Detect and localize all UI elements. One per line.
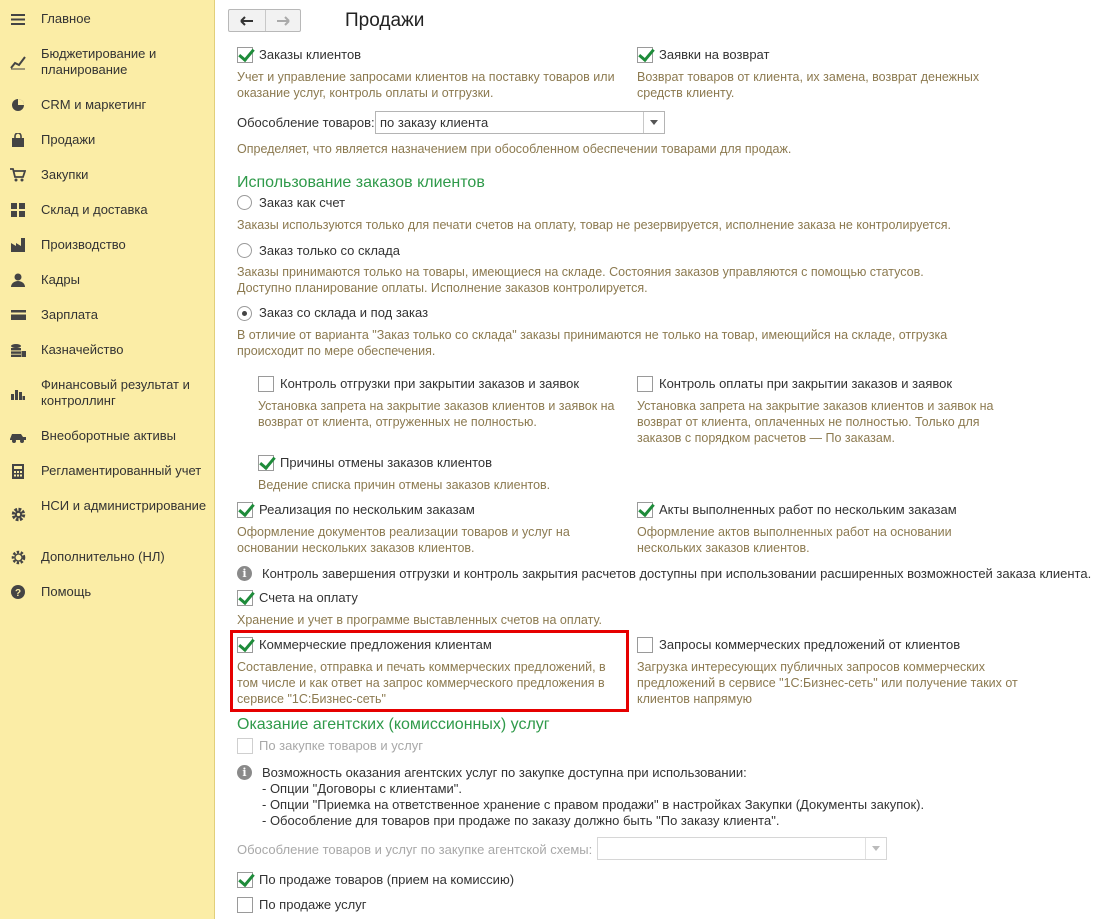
pay-control-checkbox[interactable] xyxy=(637,376,653,392)
sidebar-item-label: CRM и маркетинг xyxy=(41,97,147,112)
agency-separation-label: Обособление товаров и услуг по закупке агентской схемы: xyxy=(237,842,593,857)
sidebar-item-main[interactable] xyxy=(0,10,215,28)
radio-order-from-stock-label[interactable]: Заказ только со склада xyxy=(259,243,400,258)
sidebar-item-salary[interactable] xyxy=(0,306,215,324)
separation-select[interactable] xyxy=(375,111,665,134)
agency-info-line2: - Опции "Договоры с клиентами". xyxy=(262,781,462,796)
multi-sales-description: Оформление документов реализации товаров и услуг на основании нескольких заказов клиентов. xyxy=(237,525,570,555)
chevron-down-icon[interactable] xyxy=(865,838,886,859)
person-icon xyxy=(10,272,26,288)
service-sale-checkbox[interactable] xyxy=(237,897,253,913)
sidebar-item-purchases[interactable] xyxy=(0,166,215,184)
ship-control-checkbox[interactable] xyxy=(258,376,274,392)
agency-purchase-label[interactable]: По закупке товаров и услуг xyxy=(259,738,423,753)
gear-outline-icon xyxy=(10,549,26,565)
forward-button[interactable] xyxy=(265,10,301,31)
sidebar-item-label: Главное xyxy=(41,11,91,26)
separation-description: Определяет, что является назначением при обособленном обеспечении товарами для продаж. xyxy=(237,142,792,156)
orders-label[interactable]: Заказы клиентов xyxy=(259,47,362,62)
sidebar-item-label: Помощь xyxy=(41,584,92,599)
radio-order-stock-and-preorder-label[interactable]: Заказ со склада и под заказ xyxy=(259,305,429,320)
sidebar-item-label: Кадры xyxy=(41,272,80,287)
multi-sales-label[interactable]: Реализация по нескольким заказам xyxy=(259,502,475,517)
sidebar-item-help[interactable] xyxy=(0,583,215,601)
sidebar-item-production[interactable] xyxy=(0,236,215,254)
sidebar-item-label: Казначейство xyxy=(41,342,124,357)
returns-description: Возврат товаров от клиента, их замена, возврат денежных средств клиенту. xyxy=(637,70,980,100)
sidebar-item-finance[interactable] xyxy=(0,376,215,410)
shopping-bag-icon xyxy=(10,132,26,148)
multi-acts-checkbox[interactable] xyxy=(637,502,653,518)
section-title-order-usage: Использование заказов клиентов xyxy=(237,174,485,191)
sidebar-item-assets[interactable] xyxy=(0,427,215,445)
offers-checkbox[interactable] xyxy=(237,637,253,653)
radio-order-as-invoice-description: Заказы используются только для печати счетов на оплату, товар не резервируется, исполнение заказа не контролируется. xyxy=(237,218,951,232)
radio-order-as-invoice[interactable] xyxy=(237,195,252,210)
cancel-reasons-checkbox[interactable] xyxy=(258,455,274,471)
sidebar-item-label: НСИ и администрирование xyxy=(41,498,207,513)
orders-description: Учет и управление запросами клиентов на поставку товаров или оказание услуг, контроль оплаты и отгрузки. xyxy=(237,70,615,100)
info-shipping-text: Контроль завершения отгрузки и контроль закрытия расчетов доступны при использовании расширенных возможностей заказа клиента. xyxy=(262,566,1092,581)
offer-requests-checkbox[interactable] xyxy=(637,637,653,653)
sidebar-item-crm[interactable] xyxy=(0,96,215,114)
truck-icon xyxy=(10,428,26,444)
radio-order-as-invoice-label[interactable]: Заказ как счет xyxy=(259,195,346,210)
ship-control-label[interactable]: Контроль отгрузки при закрытии заказов и заявок xyxy=(280,376,580,391)
radio-order-from-stock[interactable] xyxy=(237,243,252,258)
agency-purchase-checkbox[interactable] xyxy=(237,738,253,754)
sidebar-item-warehouse[interactable] xyxy=(0,201,215,219)
sidebar-item-budget[interactable] xyxy=(0,45,215,79)
svg-text:?: ? xyxy=(14,588,22,599)
sidebar-item-additional[interactable] xyxy=(0,548,215,566)
sidebar-item-label: Бюджетирование и планирование xyxy=(41,46,157,77)
pay-control-label[interactable]: Контроль оплаты при закрытии заказов и заявок xyxy=(659,376,953,391)
agency-info-line4: - Обособление для товаров при продаже по заказу должно быть "По заказу клиента". xyxy=(262,813,780,828)
pie-chart-icon xyxy=(10,97,26,113)
pay-control-description: Установка запрета на закрытие заказов клиентов и заявок на возврат от клиента, оплаченных не полностью. Только для заказов с порядком расчетов — По заказам. xyxy=(637,399,994,445)
invoices-checkbox[interactable] xyxy=(237,590,253,606)
menu-lines-icon xyxy=(10,11,26,27)
commission-sale-checkbox[interactable] xyxy=(237,872,253,888)
budget-chart-icon xyxy=(10,54,26,70)
returns-checkbox[interactable] xyxy=(637,47,653,63)
invoices-description: Хранение и учет в программе выставленных счетов на оплату. xyxy=(237,613,602,627)
sidebar-item-admin[interactable] xyxy=(0,497,215,531)
info-icon: i xyxy=(237,566,252,581)
history-navigation xyxy=(228,9,301,32)
cancel-reasons-description: Ведение списка причин отмены заказов клиентов. xyxy=(258,478,551,492)
separation-select-value: по заказу клиента xyxy=(380,115,489,130)
radio-order-stock-and-preorder[interactable] xyxy=(237,306,252,321)
commission-sale-label[interactable]: По продаже товаров (прием на комиссию) xyxy=(259,872,515,887)
gear-icon xyxy=(10,506,26,522)
coins-icon xyxy=(10,342,26,358)
ship-control-description: Установка запрета на закрытие заказов клиентов и заявок на возврат от клиента, отгруженных не полностью. xyxy=(258,399,615,429)
multi-acts-description: Оформление актов выполненных работ на основании нескольких заказов клиентов. xyxy=(637,525,952,555)
agency-info-line1: Возможность оказания агентских услуг по закупке доступна при использовании: xyxy=(262,765,747,780)
sidebar-item-regulated[interactable] xyxy=(0,462,215,480)
agency-info-line3: - Опции "Приемка на ответственное хранение с правом продажи" в настройках Закупки (Документы закупок). xyxy=(262,797,925,812)
sidebar-item-label: Зарплата xyxy=(41,307,98,322)
radio-order-from-stock-description: Заказы принимаются только на товары, имеющиеся на складе. Состояния заказов управляются с помощью статусов. Доступно планирование оплаты. Исполнение заказов контролируется. xyxy=(237,265,924,295)
section-title-agency: Оказание агентских (комиссионных) услуг xyxy=(237,716,550,733)
sidebar-item-treasury[interactable] xyxy=(0,341,215,359)
service-sale-label[interactable]: По продаже услуг xyxy=(259,897,367,912)
sidebar-item-label: Финансовый результат и контроллинг xyxy=(41,377,190,408)
multi-acts-label[interactable]: Акты выполненных работ по нескольким заказам xyxy=(659,502,957,517)
shopping-cart-icon xyxy=(10,167,26,183)
page-title: Продажи xyxy=(345,10,425,31)
arrow-right-icon xyxy=(276,16,290,26)
multi-sales-checkbox[interactable] xyxy=(237,502,253,518)
calculator-icon xyxy=(10,463,26,479)
sidebar-item-label: Внеоборотные активы xyxy=(41,428,177,443)
separation-label: Обособление товаров: xyxy=(237,115,375,130)
agency-separation-select[interactable] xyxy=(597,837,887,860)
returns-label[interactable]: Заявки на возврат xyxy=(659,47,770,62)
sidebar-item-label: Регламентированный учет xyxy=(41,463,202,478)
sidebar-item-label: Склад и доставка xyxy=(41,202,148,217)
offers-label[interactable]: Коммерческие предложения клиентам xyxy=(259,637,492,652)
factory-icon xyxy=(10,237,26,253)
sidebar xyxy=(0,0,215,919)
arrow-left-icon xyxy=(240,16,254,26)
bar-chart-icon xyxy=(10,385,26,401)
sidebar-item-label: Продажи xyxy=(41,132,96,147)
sidebar-item-hr[interactable] xyxy=(0,271,215,289)
sidebar-item-label: Производство xyxy=(41,237,126,252)
wallet-icon xyxy=(10,307,26,323)
offers-description: Составление, отправка и печать коммерческих предложений, в том числе и как ответ на запрос коммерческого предложения в сервисе "1С:Бизнес-сеть" xyxy=(237,660,606,706)
info-icon: i xyxy=(237,765,252,780)
sidebar-item-label: Дополнительно (НЛ) xyxy=(41,549,165,564)
orders-checkbox[interactable] xyxy=(237,47,253,63)
help-icon xyxy=(10,584,26,600)
cancel-reasons-label[interactable]: Причины отмены заказов клиентов xyxy=(280,455,493,470)
offer-requests-description: Загрузка интересующих публичных запросов коммерческих предложений в сервисе "1С:Бизнес-сеть" или получение таких от клиентов напрямую xyxy=(637,660,1018,706)
radio-order-stock-and-preorder-description: В отличие от варианта "Заказ только со склада" заказы принимаются не только на товар, имеющийся на складе, отгрузка происходит по мере обеспечения. xyxy=(237,328,948,358)
sidebar-item-sales[interactable] xyxy=(0,131,215,149)
invoices-label[interactable]: Счета на оплату xyxy=(259,590,358,605)
offer-requests-label[interactable]: Запросы коммерческих предложений от клиентов xyxy=(659,637,961,652)
sidebar-item-label: Закупки xyxy=(41,167,89,182)
warehouse-grid-icon xyxy=(10,202,26,218)
chevron-down-icon[interactable] xyxy=(643,112,664,133)
back-button[interactable] xyxy=(229,10,265,31)
